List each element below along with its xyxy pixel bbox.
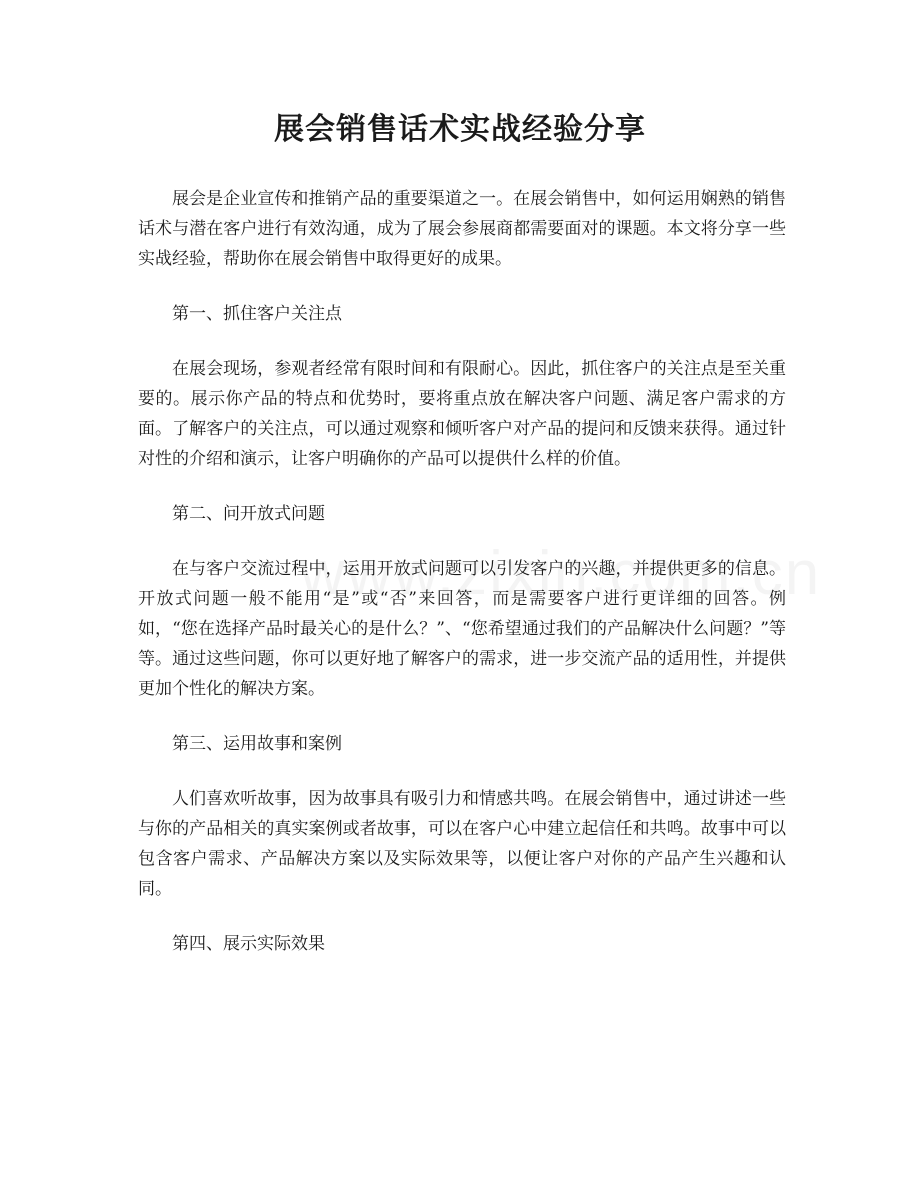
section-heading-2: 第二、问开放式问题: [172, 504, 325, 524]
section-paragraph-2: 在与客户交流过程中，运用开放式问题可以引发客户的兴趣，并提供更多的信息。开放式问题一般不能用“是”或“否”来回答，而是需要客户进行更详细的回答。例如，“您在选择产品时最关心的是什么？”、“您希望通过我们的产品解决什么问题？”等等。通过这些问题，你可以更好地了解客户的需求，进一步交流产品的适用性，并提供更加个性化的解决方案。: [138, 559, 786, 699]
section-heading-3: 第三、运用故事和案例: [172, 734, 342, 754]
section-paragraph-1: 在展会现场，参观者经常有限时间和有限耐心。因此，抓住客户的关注点是至关重要的。展示你产品的特点和优势时，要将重点放在解决客户问题、满足客户需求的方面。了解客户的关注点，可以通过观察和倾听客户对产品的提问和反馈来获得。通过针对性的介绍和演示，让客户明确你的产品可以提供什么样的价值。: [138, 359, 786, 469]
intro-paragraph: 展会是企业宣传和推销产品的重要渠道之一。在展会销售中，如何运用娴熟的销售话术与潜在客户进行有效沟通，成为了展会参展商都需要面对的课题。本文将分享一些实战经验，帮助你在展会销售中取得更好的成果。: [138, 189, 786, 269]
document-title: 展会销售话术实战经验分享: [274, 112, 646, 147]
section-heading-4: 第四、展示实际效果: [172, 934, 325, 954]
document-body: [138, 184, 786, 984]
section-heading-1: 第一、抓住客户关注点: [172, 304, 342, 324]
section-paragraph-3: 人们喜欢听故事，因为故事具有吸引力和情感共鸣。在展会销售中，通过讲述一些与你的产品相关的真实案例或者故事，可以在客户心中建立起信任和共鸣。故事中可以包含客户需求、产品解决方案以及实际效果等，以便让客户对你的产品产生兴趣和认同。: [138, 789, 786, 899]
